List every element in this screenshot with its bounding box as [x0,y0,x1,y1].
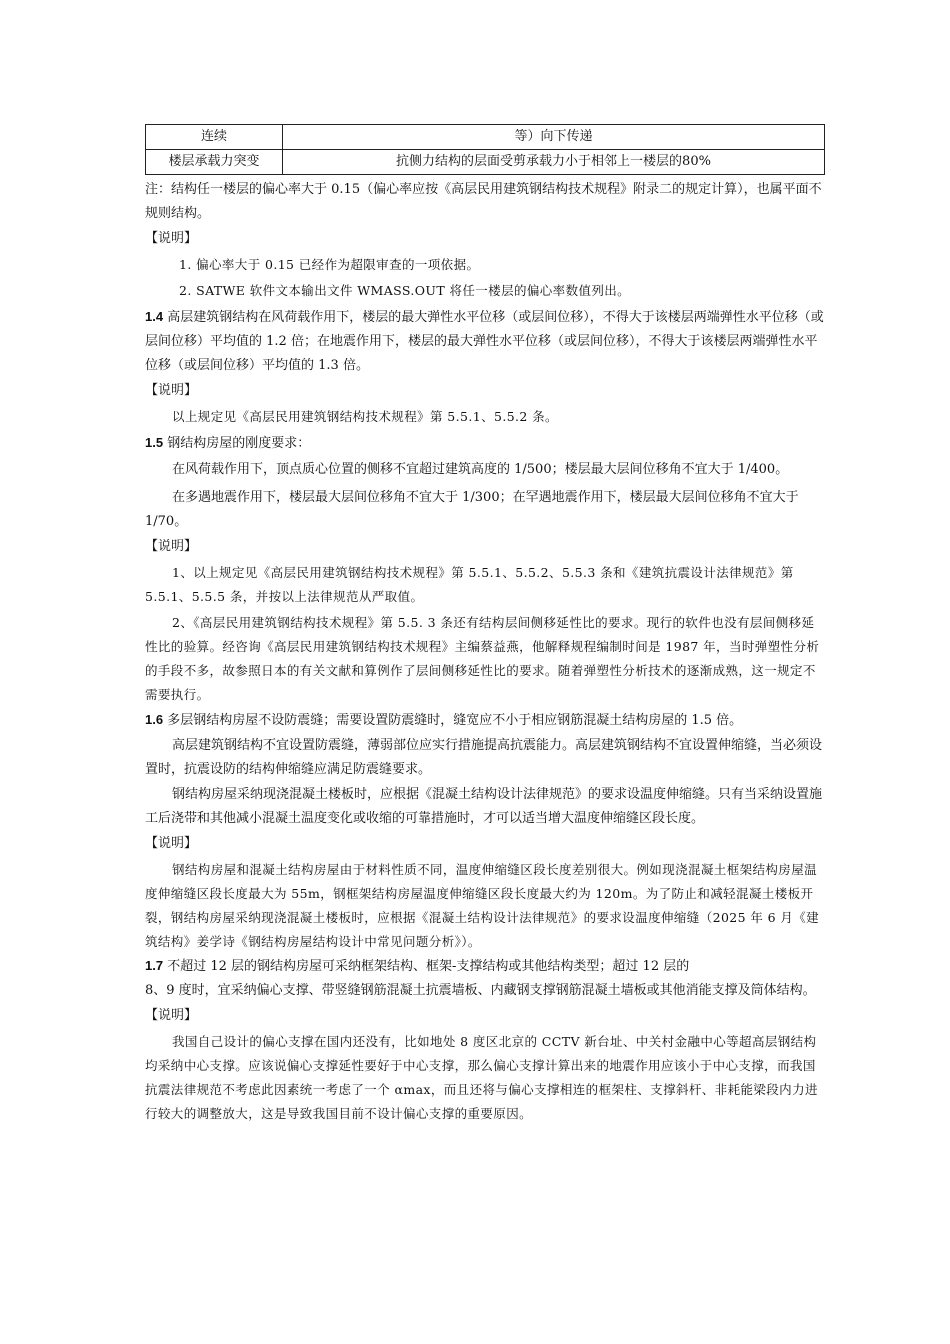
section-1-4 [145,305,825,378]
paragraph: 在多遇地震作用下，楼层最大层间位移角不宜大于 1/300；在罕遇地震作用下，楼层最大层间位移角不宜大于 1/70。 [145,490,799,529]
explanation-text: 我国自己设计的偏心支撑在国内还没有，比如地处 8 度区北京的 CCTV 新台址、中关村金融中心等超高层钢结构均采纳中心支撑。应该说偏心支撑延性要好于中心支撑，那么偏心支撑计算出来的地震作用应该小于中心支撑，而我国抗震法律规范不考虑此因素统一考虑了一个 αmax，而且还将与偏心支撑相连的框架柱、支撑斜杆、非耗能梁段内力进行较大的调整放大，这是导致我国目前不设计偏心支撑的重要原因。 [145,1034,818,1121]
document-content [145,124,825,1126]
table-cell: 连续 [146,125,283,150]
section-number: 1.6 [145,712,164,727]
section-number: 1.4 [145,309,164,324]
irregularity-table [145,124,825,175]
table-note [145,178,825,226]
explanation-label: 【说明】 [145,1008,198,1023]
table-row [146,125,825,150]
section-title: 钢结构房屋的刚度要求： [167,436,311,451]
table-cell: 抗侧力结构的层面受剪承载力小于相邻上一楼层的80% [283,150,825,175]
paragraph: 在风荷载作用下，顶点质心位置的侧移不宜超过建筑高度的 1/500；楼层最大层间位移角不宜大于 1/400。 [172,462,789,477]
explanation-label: 【说明】 [145,383,198,398]
explanation-text: 2、《高层民用建筑钢结构技术规程》第 5.5. 3 条还有结构层间侧移延性比的要求。现行的软件也没有层间侧移延性比的验算。经咨询《高层民用建筑钢结构技术规程》主编蔡益燕，他解释规程编制时间是 1987 年，当时弹塑性分析的手段不多，故参照日本的有关文献和算例作了层间侧移延性比的要求。随着弹塑性分析技术的逐渐成熟，这一规定不需要执行。 [145,615,820,702]
explanation-label: 【说明】 [145,539,198,554]
note-text: 结构任一楼层的偏心率大于 0.15（偏心率应按《高层民用建筑钢结构技术规程》附录二的规定计算），也属平面不规则结构。 [145,182,822,221]
table-cell: 楼层承载力突变 [146,150,283,175]
section-text: 不超过 12 层的钢结构房屋可采纳框架结构、框架-支撑结构或其他结构类型；超过 12 层的 [167,959,690,974]
explanation-item: 1. 偏心率大于 0.15 已经作为超限审查的一项依据。 [179,257,480,272]
section-1-6 [145,708,825,733]
section-text: 多层钢结构房屋不设防震缝；需要设置防震缝时，缝宽应不小于相应钢筋混凝土结构房屋的 1.5 倍。 [167,713,743,728]
section-1-7 [145,954,825,979]
paragraph: 8、9 度时，宜采纳偏心支撑、带竖缝钢筋混凝土抗震墙板、内藏钢支撑钢筋混凝土墙板或其他消能支撑及筒体结构。 [145,983,816,998]
explanation-text: 以上规定见《高层民用建筑钢结构技术规程》第 5.5.1、5.5.2 条。 [172,409,558,424]
explanation-item: 2. SATWE 软件文本输出文件 WMASS.OUT 将任一楼层的偏心率数值列出。 [179,283,631,298]
section-1-5 [145,431,825,456]
paragraph: 钢结构房屋采纳现浇混凝土楼板时，应根据《混凝土结构设计法律规范》的要求设温度伸缩缝。只有当采纳设置施工后浇带和其他减小混凝土温度变化或收缩的可靠措施时，才可以适当增大温度伸缩缝区段长度。 [145,787,823,826]
paragraph: 高层建筑钢结构不宜设置防震缝，薄弱部位应实行措施提高抗震能力。高层建筑钢结构不宜设置伸缩缝，当必须设置时，抗震设防的结构伸缩缝应满足防震缝要求。 [145,738,823,777]
section-text: 高层建筑钢结构在风荷载作用下，楼层的最大弹性水平位移（或层间位移），不得大于该楼层两端弹性水平位移（或层间位移）平均值的 1.2 倍；在地震作用下，楼层的最大弹性水平位移（或层间位移），不得大于该楼层两端弹性水平位移（或层间位移）平均值的 1.3 倍。 [145,310,824,373]
table-cell: 等）向下传递 [283,125,825,150]
explanation-text: 钢结构房屋和混凝土结构房屋由于材料性质不同，温度伸缩缝区段长度差别很大。例如现浇混凝土框架结构房屋温度伸缩缝区段长度最大为 55m，钢框架结构房屋温度伸缩缝区段长度最大约为 120m。为了防止和减轻混凝土楼板开裂，钢结构房屋采纳现浇混凝土楼板时，应根据《混凝土结构设计法律规范》的要求设温度伸缩缝（2025 年 6 月《建筑结构》姜学诗《钢结构房屋结构设计中常见问题分析》）。 [145,862,820,949]
explanation-label: 【说明】 [145,231,198,246]
explanation-label: 【说明】 [145,836,198,851]
explanation-text: 1、以上规定见《高层民用建筑钢结构技术规程》第 5.5.1、5.5.2、5.5.3 条和《建筑抗震设计法律规范》第 5.5.1、5.5.5 条，并按以上法律规范从严取值。 [145,565,794,604]
section-number: 1.7 [145,958,164,973]
note-label: 注： [145,182,172,197]
table-row [146,150,825,175]
section-number: 1.5 [145,435,164,450]
